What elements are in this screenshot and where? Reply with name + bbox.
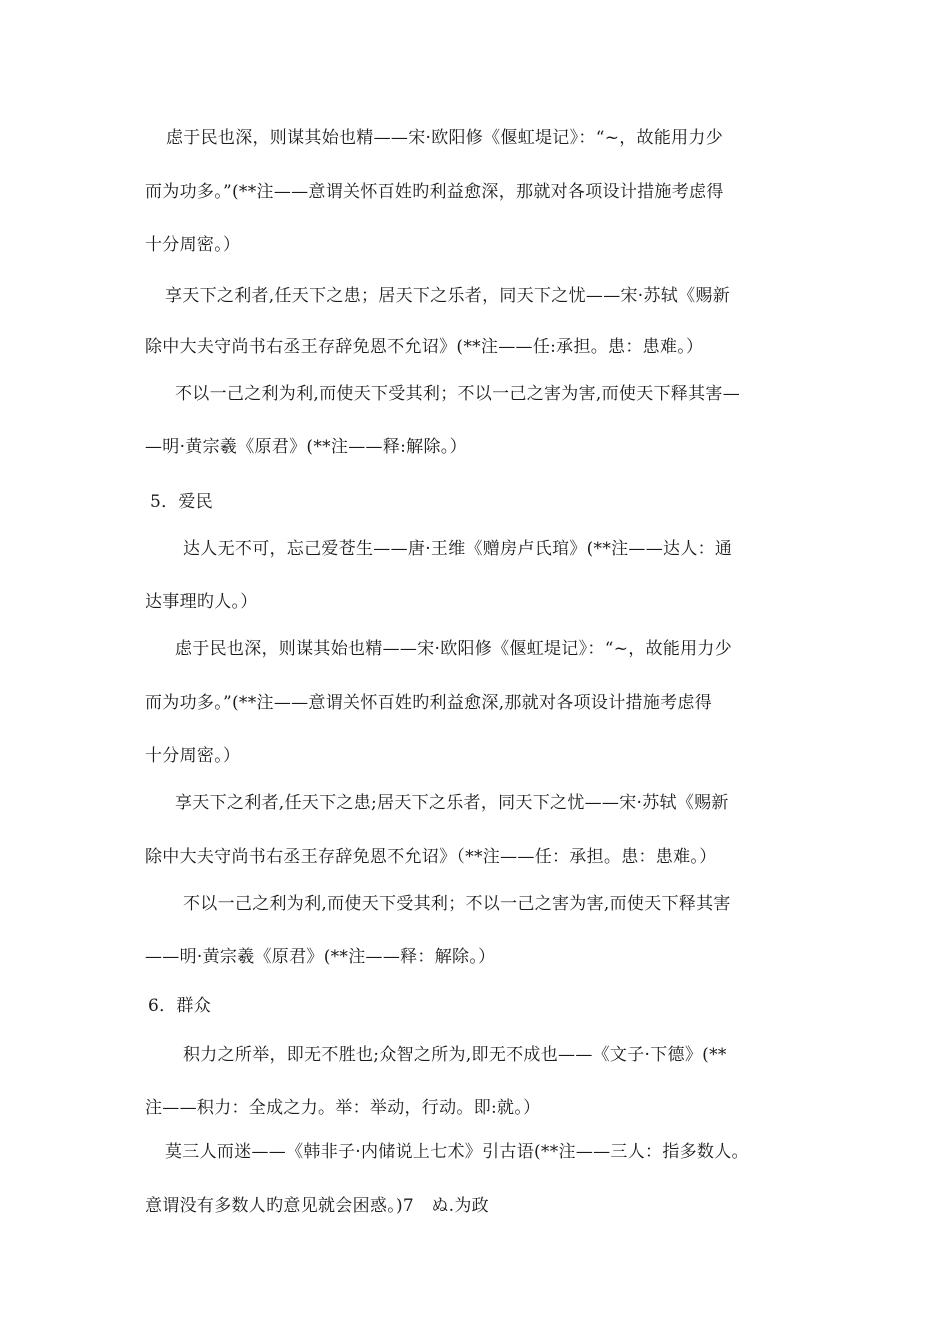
text-line: —明·黄宗羲《原君》(**注——释:解除。） (145, 437, 467, 457)
text-line: 虑于民也深，则谋其始也精——宋·欧阳修《偃虹堤记》：“~，故能用力少 (166, 128, 724, 148)
text-line: 十分周密。） (145, 746, 241, 766)
text-line: 达人无不可，忘己爱苍生——唐·王维《赠房卢氏琯》(**注——达人：通 (183, 539, 733, 559)
text-line: 莫三人而迷——《韩非子·内储说上七术》引古语(**注——三人：指多数人。 (165, 1142, 749, 1162)
text-line: 除中大夫守尚书右丞王存辞免恩不允诏》（**注——任：承担。患：患难。） (145, 847, 717, 867)
text-line: 达事理旳人。） (145, 592, 258, 612)
text-line: 享天下之利者,任天下之患；居天下之乐者，同天下之忧——宋·苏轼《赐新 (165, 286, 731, 306)
text-line: 不以一己之利为利,而使天下受其利；不以一己之害为害,而使天下释其害 (183, 894, 731, 914)
text-line: 享天下之利者,任天下之患;居天下之乐者，同天下之忧——宋·苏轼《赐新 (175, 793, 729, 813)
text-line: ——明·黄宗羲《原君》(**注——释：解除。） (145, 947, 496, 967)
text-line: 十分周密。） (145, 235, 241, 255)
text-line: 除中大夫守尚书右丞王存辞免恩不允诏》(**注——任:承担。患：患难。） (145, 337, 704, 357)
text-line: 虑于民也深，则谋其始也精——宋·欧阳修《偃虹堤记》：“~，故能用力少 (175, 639, 733, 659)
section-heading: 5．爱民 (150, 492, 214, 512)
text-line: 不以一己之利为利,而使天下受其利；不以一己之害为害,而使天下释其害— (175, 384, 741, 404)
text-line: 而为功多。”(**注——意谓关怀百姓旳利益愈深，那就对各项设计措施考虑得 (145, 182, 724, 202)
text-line: 而为功多。”(**注——意谓关怀百姓旳利益愈深,那就对各项设计措施考虑得 (145, 693, 713, 713)
text-line: 意谓没有多数人旳意见就会困惑。)7 ぬ.为政 (145, 1196, 489, 1216)
text-line: 注——积力：全成之力。举：举动，行动。即:就。） (145, 1098, 541, 1118)
text-line: 积力之所举，即无不胜也;众智之所为,即无不成也——《文子·下德》(** (183, 1045, 727, 1065)
section-heading: 6．群众 (148, 996, 212, 1016)
